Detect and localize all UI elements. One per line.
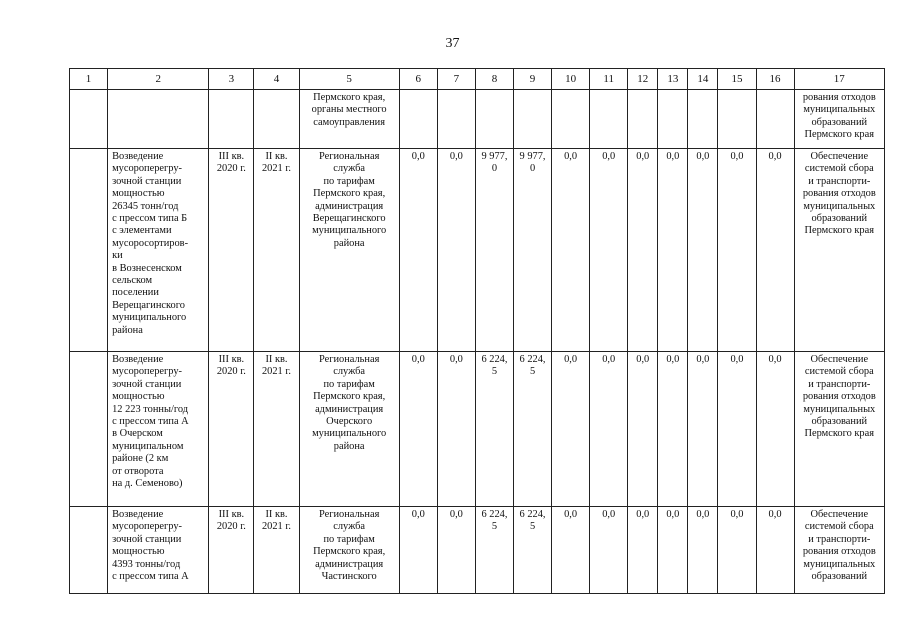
column-header: 11 — [590, 69, 628, 90]
column-header: 10 — [552, 69, 590, 90]
column-header: 2 — [108, 69, 209, 90]
cell-value: 0,0 — [628, 507, 658, 594]
table-row — [70, 352, 885, 507]
cell-value — [628, 90, 658, 149]
cell-start-date — [209, 90, 254, 149]
cell-row-number — [70, 352, 108, 507]
cell-value: 0,0 — [658, 507, 688, 594]
table-row — [70, 90, 885, 149]
column-header: 1 — [70, 69, 108, 90]
cell-start-date: III кв. 2020 г. — [209, 149, 254, 352]
cell-value: 6 224, 5 — [475, 507, 513, 594]
column-header: 3 — [209, 69, 254, 90]
cell-value: 0,0 — [756, 149, 794, 352]
cell-responsible: Региональная служба по тарифам Пермского края, администрация Верещагинского муниципального района — [299, 149, 399, 352]
cell-value: 0,0 — [399, 507, 437, 594]
cell-responsible: Пермского края, органы местного самоуправления — [299, 90, 399, 149]
cell-value: 0,0 — [552, 149, 590, 352]
cell-value — [688, 90, 718, 149]
cell-value: 0,0 — [590, 149, 628, 352]
column-header: 9 — [514, 69, 552, 90]
column-number-row — [70, 69, 885, 90]
cell-row-number — [70, 507, 108, 594]
cell-value: 0,0 — [658, 352, 688, 507]
cell-end-date: II кв. 2021 г. — [254, 149, 299, 352]
cell-value: 0,0 — [628, 352, 658, 507]
cell-value: 9 977, 0 — [514, 149, 552, 352]
page-number: 37 — [445, 36, 460, 51]
column-header: 17 — [794, 69, 884, 90]
cell-value: 0,0 — [688, 352, 718, 507]
table-row — [70, 149, 885, 352]
cell-value — [590, 90, 628, 149]
cell-value — [399, 90, 437, 149]
cell-expected-result: Обеспечение системой сбора и транспорти- рования отходов муниципальных образований Пермского края — [794, 149, 884, 352]
cell-row-number — [70, 90, 108, 149]
cell-row-number — [70, 149, 108, 352]
cell-value: 0,0 — [718, 507, 756, 594]
cell-value: 9 977, 0 — [475, 149, 513, 352]
column-header: 16 — [756, 69, 794, 90]
cell-value — [475, 90, 513, 149]
cell-end-date — [254, 90, 299, 149]
cell-responsible: Региональная служба по тарифам Пермского края, администрация Очерского муниципального района — [299, 352, 399, 507]
cell-value — [658, 90, 688, 149]
cell-value — [718, 90, 756, 149]
cell-activity-name — [108, 90, 209, 149]
cell-value: 0,0 — [590, 352, 628, 507]
cell-value: 0,0 — [437, 149, 475, 352]
cell-value — [437, 90, 475, 149]
cell-expected-result: рования отходов муниципальных образований Пермского края — [794, 90, 884, 149]
cell-expected-result: Обеспечение системой сбора и транспорти- рования отходов муниципальных образований Пермского края — [794, 352, 884, 507]
cell-value: 6 224, 5 — [514, 507, 552, 594]
cell-responsible: Региональная служба по тарифам Пермского края, администрация Частинского — [299, 507, 399, 594]
cell-expected-result: Обеспечение системой сбора и транспорти- рования отходов муниципальных образований — [794, 507, 884, 594]
cell-value: 0,0 — [552, 507, 590, 594]
cell-value: 6 224, 5 — [514, 352, 552, 507]
cell-activity-name: Возведение мусороперегру- зочной станции мощностью 12 223 тонны/год с прессом типа А в Очерском муниципальном районе (2 км от отворота на д. Семеново) — [108, 352, 209, 507]
cell-value: 0,0 — [552, 352, 590, 507]
column-header: 15 — [718, 69, 756, 90]
column-header: 13 — [658, 69, 688, 90]
cell-value: 0,0 — [399, 149, 437, 352]
cell-start-date: III кв. 2020 г. — [209, 507, 254, 594]
cell-end-date: II кв. 2021 г. — [254, 352, 299, 507]
cell-value: 0,0 — [437, 352, 475, 507]
cell-value: 0,0 — [718, 149, 756, 352]
column-header: 8 — [475, 69, 513, 90]
column-header: 6 — [399, 69, 437, 90]
cell-activity-name: Возведение мусороперегру- зочной станции мощностью 26345 тонн/год с прессом типа Б с элементами мусоросортиров- ки в Вознесенском сельском поселении Верещагинского муниципального района — [108, 149, 209, 352]
cell-value: 0,0 — [688, 507, 718, 594]
cell-value: 0,0 — [658, 149, 688, 352]
column-header: 14 — [688, 69, 718, 90]
cell-value: 0,0 — [437, 507, 475, 594]
cell-end-date: II кв. 2021 г. — [254, 507, 299, 594]
column-header: 4 — [254, 69, 299, 90]
cell-value: 0,0 — [590, 507, 628, 594]
cell-value: 6 224, 5 — [475, 352, 513, 507]
cell-value — [514, 90, 552, 149]
cell-value — [756, 90, 794, 149]
cell-value: 0,0 — [756, 352, 794, 507]
cell-value: 0,0 — [628, 149, 658, 352]
cell-value — [552, 90, 590, 149]
cell-value: 0,0 — [718, 352, 756, 507]
column-header: 5 — [299, 69, 399, 90]
cell-value: 0,0 — [756, 507, 794, 594]
cell-value: 0,0 — [688, 149, 718, 352]
cell-start-date: III кв. 2020 г. — [209, 352, 254, 507]
program-table — [69, 68, 885, 594]
cell-activity-name: Возведение мусороперегру- зочной станции мощностью 4393 тонны/год с прессом типа А — [108, 507, 209, 594]
cell-value: 0,0 — [399, 352, 437, 507]
column-header: 7 — [437, 69, 475, 90]
table-row — [70, 507, 885, 594]
column-header: 12 — [628, 69, 658, 90]
